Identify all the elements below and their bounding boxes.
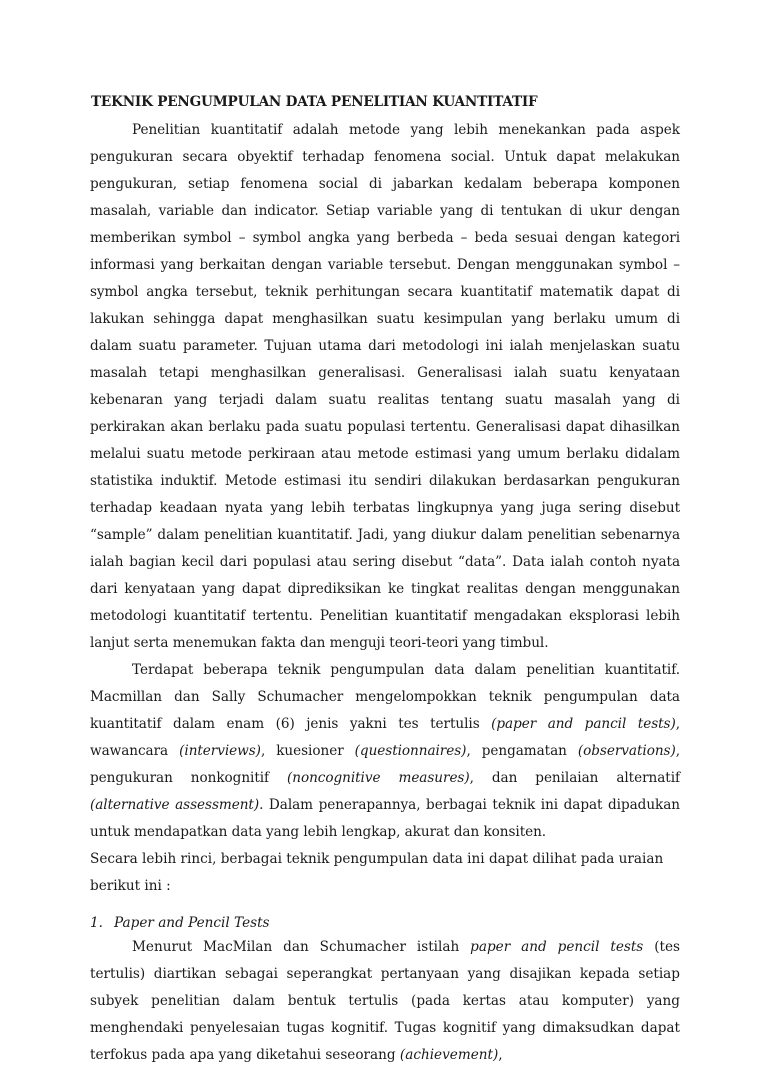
italic-term: (noncognitive measures) — [287, 770, 470, 786]
italic-term: (alternative assessment) — [90, 797, 260, 813]
paragraph-text: , dan penilaian alternatif — [469, 770, 680, 786]
document-title: TEKNIK PENGUMPULAN DATA PENELITIAN KUANTITATIF — [91, 94, 538, 110]
paragraph-text: , kuesioner — [260, 743, 355, 759]
italic-term: (achievement) — [399, 1047, 499, 1063]
paragraph-text: Menurut MacMilan dan Schumacher istilah — [132, 939, 471, 955]
paragraph-text: (tes tertulis) diartikan sebagai seperangkat pertanyaan yang disajikan kepada setiap subyek penelitian dalam bentuk tertulis (pada kertas atau komputer) yang menghendaki penyelesaian tugas kognitif. Tugas kognitif yang dimaksudkan dapat terfokus pada apa yang diketahui seseorang — [90, 939, 681, 1063]
italic-term: paper and pencil tests — [470, 939, 644, 955]
section-heading — [90, 912, 680, 934]
paragraph-text: Terdapat beberapa teknik pengumpulan data dalam penelitian kuantitatif. Macmillan dan Sally Schumacher mengelompokkan teknik pengumpulan data kuantitatif dalam enam (6) jenis yakni tes tertulis — [90, 662, 680, 732]
paragraph-techniques — [90, 657, 680, 846]
paragraph-intro: Penelitian kuantitatif adalah metode yang lebih menekankan pada aspek pengukuran secara obyektif terhadap fenomena social. Untuk dapat melakukan pengukuran, setiap fenomena social di jabarkan kedalam beberapa komponen masalah, variable dan indicator. Setiap variable yang di tentukan di ukur dengan memberikan symbol – symbol angka yang berbeda – beda sesuai dengan kategori informasi yang berkaitan dengan variable tersebut. Dengan menggunakan symbol – symbol angka tersebut, teknik perhitungan secara kuantitatif matematik dapat di lakukan sehingga dapat menghasilkan suatu kesimpulan yang berlaku umum di dalam suatu parameter. Tujuan utama dari metodologi ini ialah menjelaskan suatu masalah tetapi menghasilkan generalisasi. Generalisasi ialah suatu kenyataan kebenaran yang terjadi dalam suatu realitas tentang suatu masalah yang di perkirakan akan berlaku pada suatu populasi tertentu. Generalisasi dapat dihasilkan melalui suatu metode perkiraan atau metode estimasi yang umum berlaku didalam statistika induktif. Metode estimasi itu sendiri dilakukan berdasarkan pengukuran terhadap keadaan nyata yang lebih terbatas lingkupnya yang juga sering disebut “sample” dalam penelitian kuantitatif. Jadi, yang diukur dalam penelitian sebenarnya ialah bagian kecil dari populasi atau sering disebut “data”. Data ialah contoh nyata dari kenyataan yang dapat diprediksikan ke tingkat realitas dengan menggunakan metodologi kuantitatif tertentu. Penelitian kuantitatif mengadakan eksplorasi lebih lanjut serta menemukan fakta dan menguji teori-teori yang timbul. — [90, 122, 680, 651]
italic-term: (paper and pancil tests) — [491, 716, 676, 732]
italic-term: (interviews) — [179, 743, 261, 759]
section-title: Paper and Pencil Tests — [114, 915, 270, 931]
italic-term: (questionnaires) — [354, 743, 467, 759]
paragraph-text: , — [498, 1047, 503, 1063]
intro-line: Secara lebih rinci, berbagai teknik pengumpulan data ini dapat dilihat pada uraian berikut ini : — [90, 851, 664, 894]
paragraph-text: , pengukuran nonkognitif — [90, 743, 680, 786]
italic-term: (observations) — [577, 743, 676, 759]
section-number: 1. — [90, 915, 103, 931]
paragraph-text: . Dalam penerapannya, berbagai teknik ini dapat dipadukan untuk mendapatkan data yang lebih lengkap, akurat dan konsiten. — [90, 797, 680, 840]
section-paragraph — [90, 934, 680, 1069]
paragraph-text: , pengamatan — [466, 743, 578, 759]
paragraph-text: , wawancara — [90, 716, 680, 759]
